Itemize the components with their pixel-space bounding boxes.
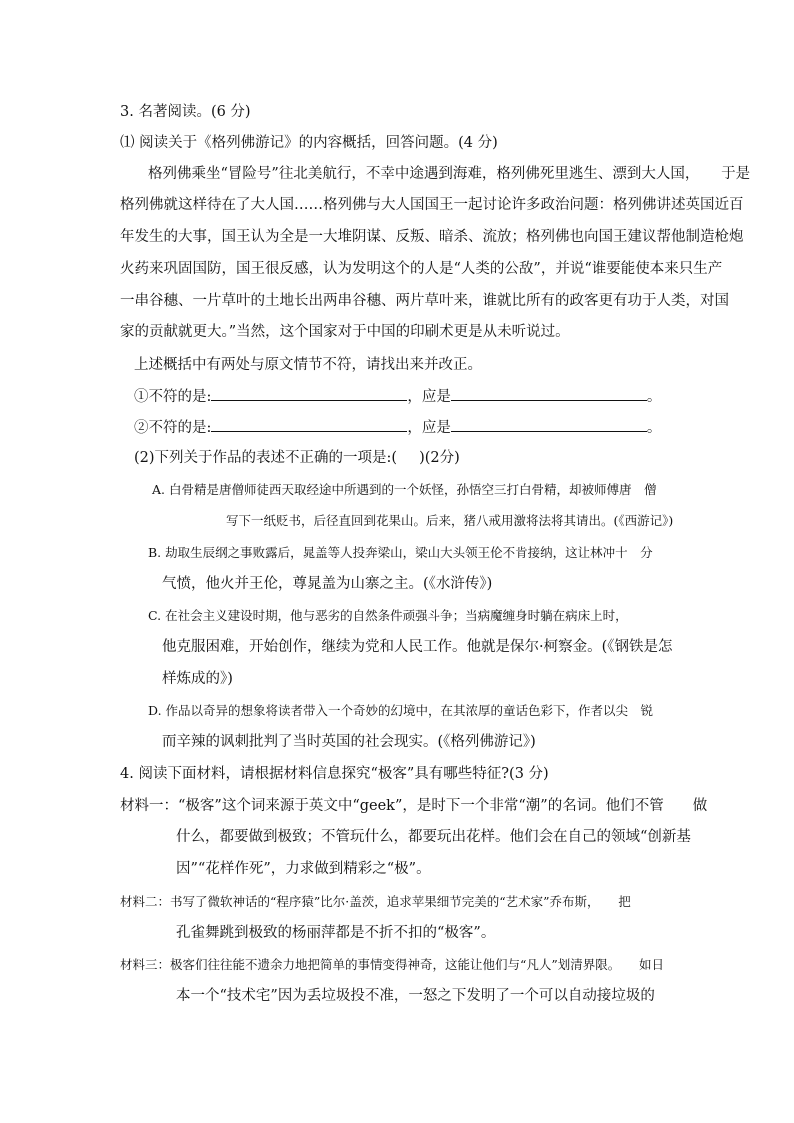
option-b-line: 气愤，他火并王伦，尊晁盖为山寨之主。(《水浒传》) <box>162 576 493 592</box>
q3-sub1-heading: ⑴ 阅读关于《格列佛游记》的内容概括，回答问题。(4 分) <box>120 135 498 151</box>
passage-line: 格列佛就这样待在了大人国……格列佛与大人国国王一起讨论许多政治问题：格列佛讲述英国近百 <box>120 197 744 213</box>
sub2-heading-prefix: (2)下列关于作品的表述不正确的一项是:( <box>134 450 398 466</box>
material-line: 材料一：“极客”这个词来源于英文中“geek”，是时下一个非常“潮”的名词。他们不管 做 <box>120 798 708 814</box>
answer-prefix: ②不符的是: <box>134 420 212 436</box>
q3-instruction: 上述概括中有两处与原文情节不符，请找出来并改正。 <box>134 357 482 373</box>
answer-blank[interactable] <box>451 417 647 432</box>
q3-heading: 3. 名著阅读。(6 分) <box>120 104 251 120</box>
answer-line-1 <box>134 386 661 407</box>
material-line: 本一个“技术宅”因为丢垃圾投不准，一怒之下发明了一个可以自动接垃圾的 <box>176 988 655 1004</box>
material-line: 材料二：书写了微软神话的“程序猿”比尔·盖茨，追求苹果细节完美的“艺术家”乔布斯， 把 <box>120 894 631 909</box>
option-a-line: A. 白骨精是唐僧师徒西天取经途中所遇到的一个妖怪，孙悟空三打白骨精，却被师傅唐 僧 <box>152 482 657 497</box>
passage-line: 年发生的大事，国王认为全是一大堆阴谋、反叛、暗杀、流放；格列佛也向国王建议帮他制造枪炮 <box>120 229 744 245</box>
answer-blank[interactable] <box>451 386 647 401</box>
answer-blank[interactable] <box>211 417 407 432</box>
answer-blank[interactable] <box>211 386 407 401</box>
option-b-line: B. 劫取生辰纲之事败露后，晁盖等人投奔梁山，梁山大头领王伦不肯接纳，这让林冲十 分 <box>148 545 653 560</box>
passage-line: 一串谷穗、一片草叶的土地长出两串谷穗、两片草叶来，谁就比所有的政客更有功于人类，对国 <box>120 293 729 309</box>
sub2-heading-suffix: )(2分) <box>419 450 460 466</box>
material-line: 什么，都要做到极致；不管玩什么，都要玩出花样。他们会在自己的领域“创新基 <box>176 829 691 845</box>
answer-prefix: ①不符的是: <box>134 389 212 405</box>
answer-middle: ，应是 <box>407 420 451 436</box>
answer-line-2 <box>134 417 661 438</box>
material-line: 因”“花样作死”，力求做到精彩之“极”。 <box>176 861 431 877</box>
passage-line: 火药来巩固国防，国王很反感，认为发明这个的人是“人类的公敌”，并说“谁要能使本来只生产 <box>120 261 723 277</box>
option-c-line: 他克服困难，开始创作，继续为党和人民工作。他就是保尔·柯察金。(《钢铁是怎 <box>162 639 673 655</box>
option-d-line: 而辛辣的讽刺批判了当时英国的社会现实。(《格列佛游记》) <box>162 734 536 750</box>
answer-end: 。 <box>646 420 662 436</box>
option-c-line: C. 在社会主义建设时期，他与恶劣的自然条件顽强斗争；当病魔缠身时躺在病床上时， <box>148 608 628 623</box>
answer-middle: ，应是 <box>407 389 451 405</box>
material-line: 孔雀舞跳到极致的杨丽萍都是不折不扣的“极客”。 <box>176 925 496 941</box>
option-a-line: 写下一纸贬书，后径直回到花果山。后来，猪八戒用激将法将其请出。(《西游记》) <box>226 513 674 528</box>
material-line: 材料三：极客们往往能不遗余力地把简单的事情变得神奇，这能让他们与“凡人”划清界限。 如日 <box>120 957 665 972</box>
option-d-line: D. 作品以奇异的想象将读者带入一个奇妙的幻境中，在其浓厚的童话色彩下，作者以尖 锐 <box>148 703 654 718</box>
option-c-line: 样炼成的》) <box>162 671 233 687</box>
q3-sub2-heading <box>134 448 460 468</box>
q4-heading: 4. 阅读下面材料，请根据材料信息探究“极客”具有哪些特征?(3 分) <box>120 766 549 782</box>
answer-end: 。 <box>646 389 662 405</box>
passage-line: 家的贡献就更大。”当然，这个国家对于中国的印刷术更是从未听说过。 <box>120 324 570 340</box>
passage-line: 格列佛乘坐“冒险号”往北美航行，不幸中途遇到海难，格列佛死里逃生、漂到大人国， 于是 <box>148 166 751 182</box>
